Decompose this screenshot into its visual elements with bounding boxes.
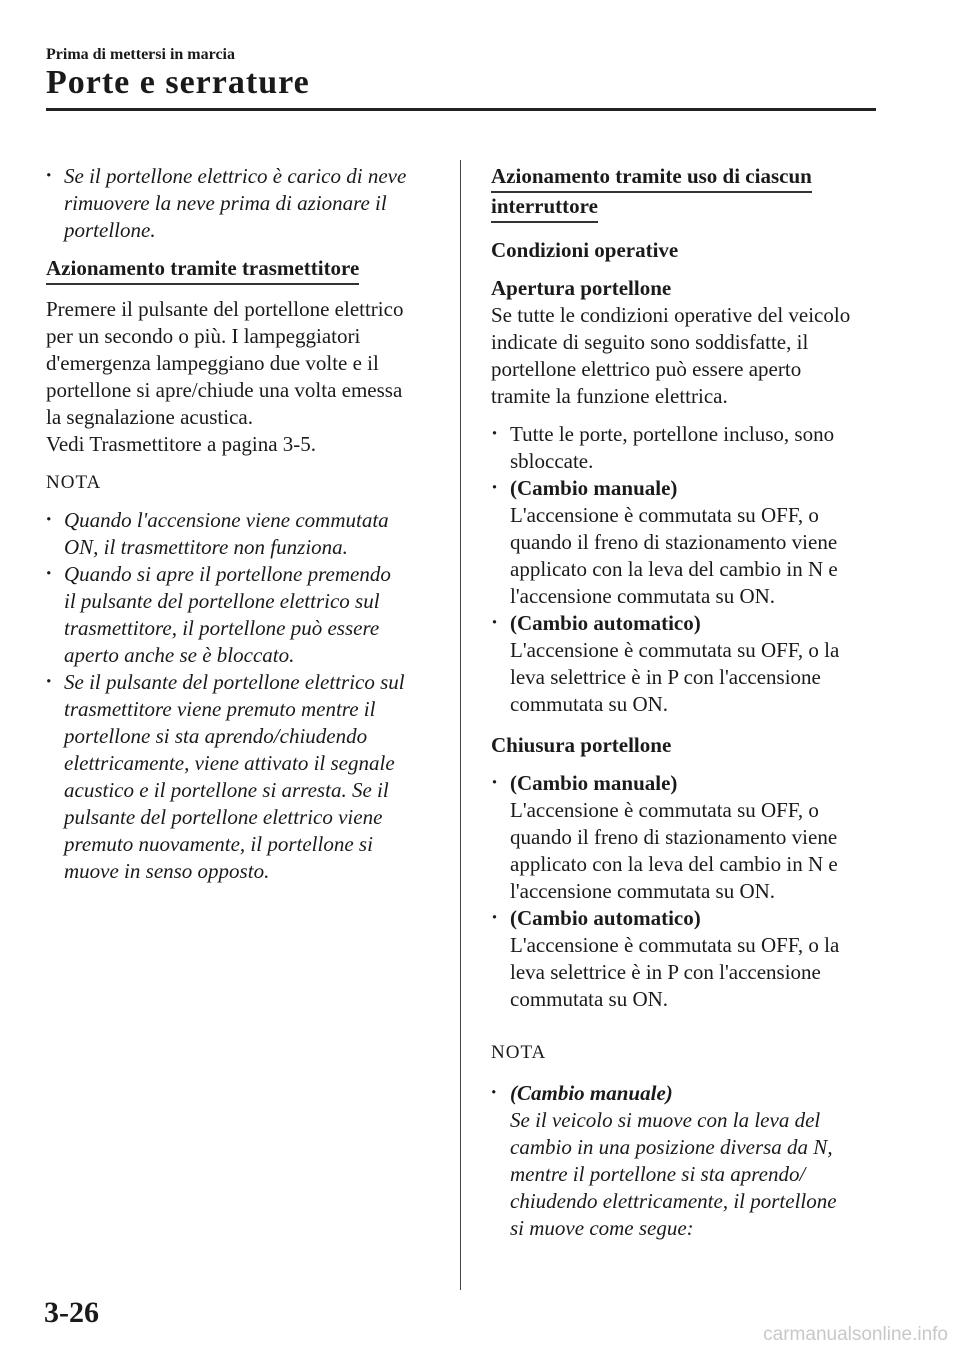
text-line: trasmettitore viene premuto mentre il (64, 697, 376, 721)
page-reference: Vedi Trasmettitore a pagina 3-5. (46, 432, 317, 456)
closing-condition-item (491, 905, 883, 1013)
item-title: · (Cambio manuale) (510, 771, 678, 795)
text-line: si muove come segue: (510, 1216, 694, 1240)
closing-condition-item (491, 770, 883, 905)
transmitter-paragraph (46, 296, 438, 458)
switch-heading-line-1: Azionamento tramite uso di ciascun (491, 163, 812, 193)
text-line: l'accensione commutata su ON. (510, 879, 776, 903)
text-line: · Se il portellone elettrico è carico di neve (64, 164, 407, 188)
text-line: quando il freno di stazionamento viene (510, 530, 838, 554)
closing-label: Chiusura portellone (491, 733, 672, 757)
text-line: Se tutte le condizioni operative del veicolo (491, 303, 851, 327)
text-line: per un secondo o più. I lampeggiatori (46, 324, 361, 348)
text-line: Premere il pulsante del portellone elettrico (46, 297, 404, 321)
text-line: indicate di seguito sono soddisfatte, il (491, 330, 809, 354)
opening-condition-item (491, 475, 883, 610)
nota-label: NOTA (491, 1042, 547, 1063)
text-line: muove in senso opposto. (64, 859, 270, 883)
item-title: · (Cambio automatico) (510, 906, 701, 930)
header-rule (46, 108, 876, 111)
opening-condition-item (491, 610, 883, 718)
text-line: leva selettrice è in P con l'accensione (510, 960, 821, 984)
nota-label: NOTA (46, 472, 102, 493)
text-line: cambio in una posizione diversa da N, (510, 1135, 833, 1159)
right-column (491, 163, 883, 1242)
text-line: d'emergenza lampeggiano due volte e il (46, 351, 379, 375)
text-line: · Tutte le porte, portellone incluso, sono (510, 422, 835, 446)
section-label: Prima di mettersi in marcia (46, 46, 235, 63)
text-line: elettricamente, viene attivato il segnale (64, 751, 395, 775)
text-line: il pulsante del portellone elettrico sul (64, 589, 380, 613)
text-line: leva selettrice è in P con l'accensione (510, 665, 821, 689)
text-line: · Quando l'accensione viene commutata (64, 508, 389, 532)
text-line: portellone. (64, 218, 156, 242)
text-line: mentre il portellone si sta aprendo/ (510, 1162, 806, 1186)
text-line: applicato con la leva del cambio in N e (510, 852, 838, 876)
snow-warning-bullet (46, 163, 438, 244)
text-line: chiudendo elettricamente, il portellone (510, 1189, 837, 1213)
text-line: acustico e il portellone si arresta. Se il (64, 778, 389, 802)
nota-item (491, 1080, 883, 1242)
page-title: Porte e serrature (46, 64, 310, 101)
transmitter-heading: Azionamento tramite trasmettitore (46, 255, 359, 285)
text-line: L'accensione è commutata su OFF, o (510, 798, 819, 822)
opening-label: Apertura portellone (491, 276, 672, 300)
text-line: L'accensione è commutata su OFF, o (510, 503, 819, 527)
text-line: applicato con la leva del cambio in N e (510, 557, 838, 581)
item-title: · (Cambio manuale) (510, 1081, 673, 1105)
text-line: sbloccate. (510, 449, 594, 473)
text-line: l'accensione commutata su ON. (510, 584, 776, 608)
page-number: 3-26 (44, 1296, 99, 1329)
text-line: rimuovere la neve prima di azionare il (64, 191, 387, 215)
text-line: L'accensione è commutata su OFF, o la (510, 933, 840, 957)
text-line: portellone elettrico può essere aperto (491, 357, 802, 381)
text-line: L'accensione è commutata su OFF, o la (510, 638, 840, 662)
nota-item (46, 561, 438, 669)
text-line: · Se il pulsante del portellone elettrico sul (64, 670, 405, 694)
opening-condition-item (491, 421, 883, 475)
opening-paragraph (491, 302, 883, 410)
text-line: portellone si apre/chiude una volta emessa (46, 378, 403, 402)
nota-item (46, 669, 438, 885)
text-line: la segnalazione acustica. (46, 405, 253, 429)
text-line: quando il freno di stazionamento viene (510, 825, 838, 849)
nota-item (46, 507, 438, 561)
switch-heading-line-2: interruttore (491, 193, 598, 223)
conditions-label: Condizioni operative (491, 238, 679, 262)
text-line: portellone si sta aprendo/chiudendo (64, 724, 368, 748)
left-column (46, 163, 438, 885)
text-line: pulsante del portellone elettrico viene (64, 805, 383, 829)
text-line: aperto anche se è bloccato. (64, 643, 295, 667)
item-title: · (Cambio automatico) (510, 611, 701, 635)
text-line: commutata su ON. (510, 987, 669, 1011)
text-line: ON, il trasmettitore non funziona. (64, 535, 348, 559)
text-line: trasmettitore, il portellone può essere (64, 616, 380, 640)
text-line: tramite la funzione elettrica. (491, 384, 728, 408)
watermark: carmanualsonline.info (763, 1324, 948, 1345)
text-line: · Quando si apre il portellone premendo (64, 562, 391, 586)
text-line: commutata su ON. (510, 692, 669, 716)
column-divider (460, 160, 461, 1290)
text-line: premuto nuovamente, il portellone si (64, 832, 373, 856)
item-title: · (Cambio manuale) (510, 476, 678, 500)
text-line: Se il veicolo si muove con la leva del (510, 1108, 821, 1132)
